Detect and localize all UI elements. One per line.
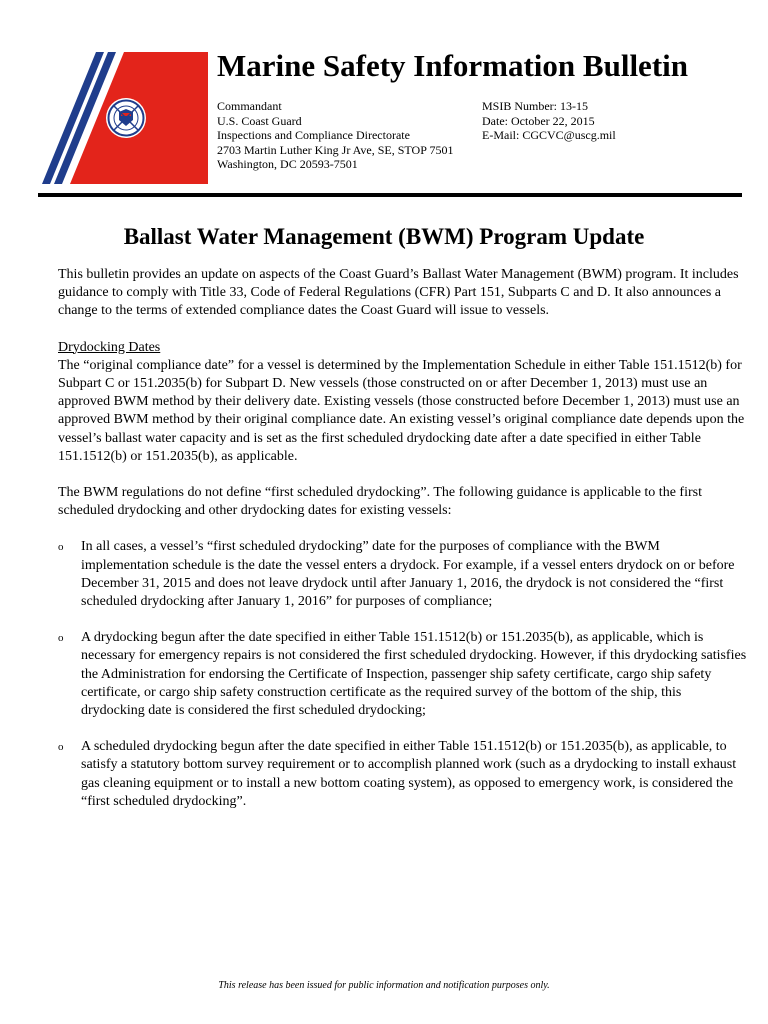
document-title: Ballast Water Management (BWM) Program Update bbox=[123, 224, 645, 249]
list-item bbox=[58, 738, 748, 811]
drydocking-section bbox=[58, 339, 748, 466]
issuer-line: 2703 Martin Luther King Jr Ave, SE, STOP 7501 bbox=[217, 142, 454, 157]
issuer-line: Washington, DC 20593-7501 bbox=[217, 157, 358, 171]
bulletin-date: Date: October 22, 2015 bbox=[482, 113, 595, 128]
contact-email: E-Mail: CGCVC@uscg.mil bbox=[482, 128, 616, 142]
bulletin-title: Marine Safety Information Bulletin bbox=[217, 48, 688, 83]
bullet-circle-icon: o bbox=[58, 632, 64, 645]
section-heading: Drydocking Dates bbox=[58, 339, 161, 355]
list-item bbox=[58, 629, 748, 720]
issuer-line: Commandant bbox=[217, 99, 282, 113]
intro-paragraph: This bulletin provides an update on aspects of the Coast Guard’s Ballast Water Management (BWM) program. It includes guidance to comply with Title 33, Code of Federal Regulations (CFR) Part 151, Subparts C and D. It also announces a change to the terms of extended compliance dates the Coast Guard will issue to vessels. bbox=[58, 267, 739, 319]
list-item-text: A scheduled drydocking begun after the date specified in either Table 151.1512(b) or 151.2035(b), as applicable, to satisfy a statutory bottom survey requirement or to accomplish planned work (such as a drydocking to install exhaust gas cleaning equipment or to install a new bottom coating system), as opposed to emergency work, is considered the “first scheduled drydocking”. bbox=[81, 739, 737, 809]
header-divider bbox=[38, 193, 742, 197]
footer-disclaimer: This release has been issued for public information and notification purposes only. bbox=[218, 980, 550, 991]
guidance-list bbox=[58, 538, 748, 811]
issuer-block bbox=[217, 99, 453, 172]
uscg-racing-stripe-seal-icon bbox=[38, 52, 208, 188]
issuer-line: U.S. Coast Guard bbox=[217, 113, 302, 128]
section-paragraph: The “original compliance date” for a vessel is determined by the Implementation Schedule in either Table 151.1512(b) for Subpart C or 151.2035(b) for Subpart D. New vessels (those constructed on or after December 1, 2013) must use an approved BWM method by their delivery date. Existing vessels (those constructed before December 1, 2013) must use an approved BWM method by their original compliance date. An existing vessel’s original compliance date depends upon the vessel’s ballast water capacity and is set as the first scheduled drydocking date after a date specified in either Table 151.1512(b) or 151.2035(b), as applicable. bbox=[58, 357, 745, 464]
guidance-paragraph: The BWM regulations do not define “first scheduled drydocking”. The following guidance is applicable to the first scheduled drydocking and other drydocking dates for existing vessels: bbox=[58, 485, 702, 519]
bullet-circle-icon: o bbox=[58, 741, 64, 754]
uscg-logo bbox=[38, 52, 208, 188]
document-body bbox=[58, 266, 748, 829]
msib-number: MSIB Number: 13-15 bbox=[482, 99, 588, 113]
list-item bbox=[58, 538, 748, 611]
bulletin-meta-block bbox=[482, 99, 616, 143]
list-item-text: In all cases, a vessel’s “first scheduled drydocking” date for the purposes of compliance with the BWM implementation schedule is the date the vessel enters a drydock. For example, if a vessel enters drydock on or before December 31, 2015 and does not leave drydock until after January 1, 2016, the drydock is not considered the “first scheduled drydocking after January 1, 2016” for purposes of compliance; bbox=[81, 539, 735, 610]
list-item-text: A drydocking begun after the date specified in either Table 151.1512(b) or 151.2035(b), as applicable, which is necessary for emergency repairs is not considered the first scheduled drydocking. However, if this drydocking satisfies the Administration for endorsing the Certificate of Inspection, passenger ship safety certificate, cargo ship safety certificate, or cargo ship safety construction certificate as the required survey of the bottom of the ship, this drydocking date is considered the first scheduled drydocking; bbox=[81, 630, 747, 719]
issuer-line: Inspections and Compliance Directorate bbox=[217, 128, 410, 142]
bullet-circle-icon: o bbox=[58, 541, 64, 554]
